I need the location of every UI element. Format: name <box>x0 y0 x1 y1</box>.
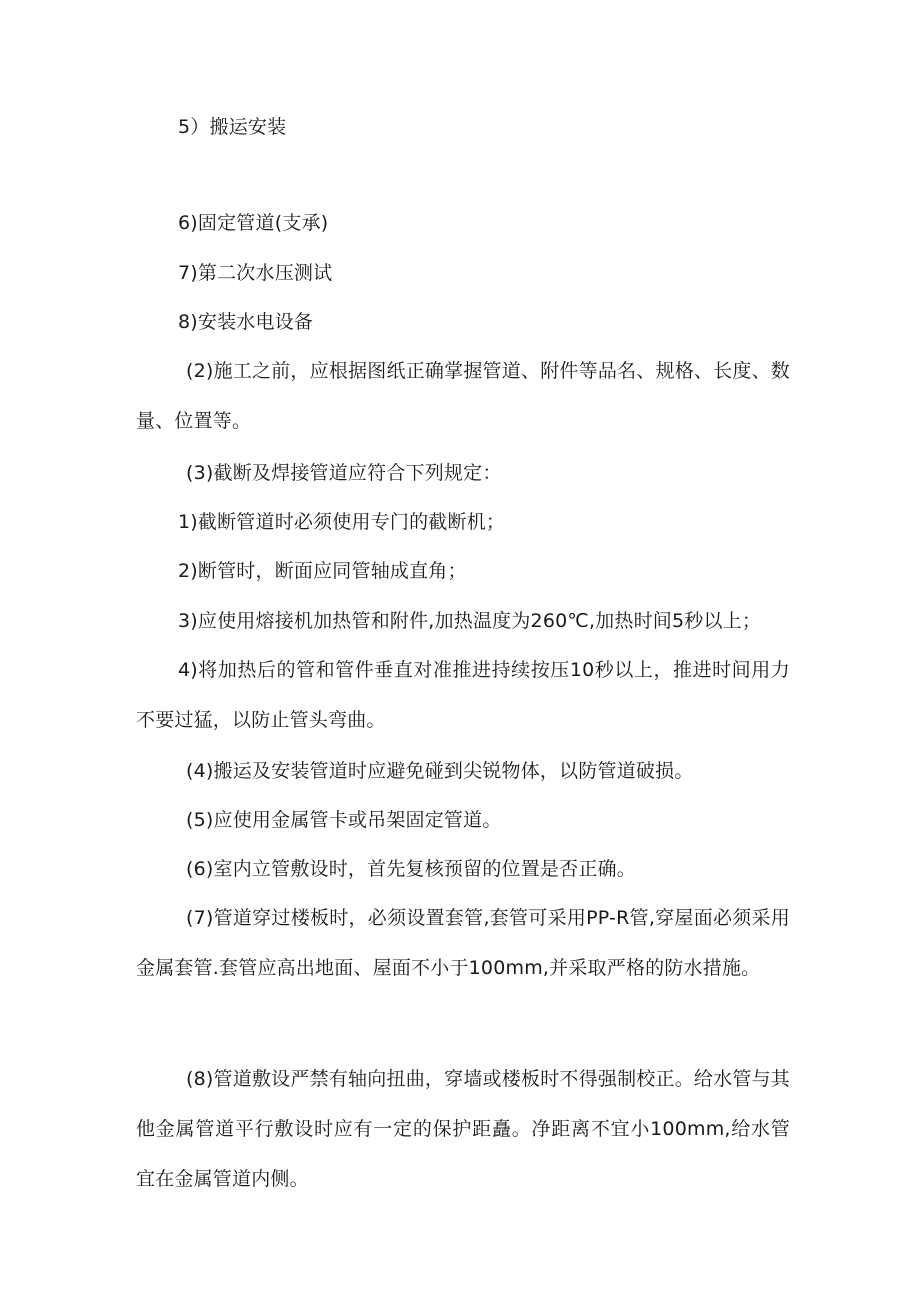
rule-2-text: 2)断管时，断面应同管轴成直角； <box>178 560 467 582</box>
item-2-paragraph: (2)施工之前，应根据图纸正确掌握管道、附件等品名、规格、长度、数量、位置等。 <box>136 360 790 432</box>
item-8-paragraph: (8)管道敷设严禁有轴向扭曲，穿墙或楼板时不得强制校正。给水管与其他金属管道平行敷设时应有一定的保护距矗。净距离不宜小100mm,给水管宜在金属管道内侧。 <box>136 1068 790 1190</box>
item-7-paragraph: (7)管道穿过楼板时，必须设置套管,套管可采用PP-R管,穿屋面必须采用金属套管.套管应高出地面、屋面不小于100mm,并采取严格的防水措施。 <box>136 907 790 979</box>
step-5-text: 5）搬运安装 <box>178 116 287 138</box>
item-6-text: (6)室内立管敷设时，首先复核预留的位置是否正确。 <box>186 858 636 880</box>
item-4-text: (4)搬运及安装管道时应避免碰到尖锐物体，以防管道破损。 <box>186 760 694 782</box>
rule-1-text: 1)截断管道时必须使用专门的截断机； <box>178 511 506 533</box>
item-3-text: (3)截断及焊接管道应符合下列规定： <box>186 462 502 484</box>
step-7-text: 7)第二次水压测试 <box>178 262 333 284</box>
step-6-text: 6)固定管道(支承) <box>178 212 329 234</box>
rule-4-paragraph: 4)将加热后的管和管件垂直对准推进持续按压10秒以上，推进时间用力不要过猛，以防止管头弯曲。 <box>136 659 790 731</box>
rule-3-text: 3)应使用熔接机加热管和附件,加热温度为260℃,加热时间5秒以上； <box>178 610 762 632</box>
step-8-text: 8)安装水电设备 <box>178 311 314 333</box>
item-5-text: (5)应使用金属管卡或吊架固定管道。 <box>186 809 502 831</box>
